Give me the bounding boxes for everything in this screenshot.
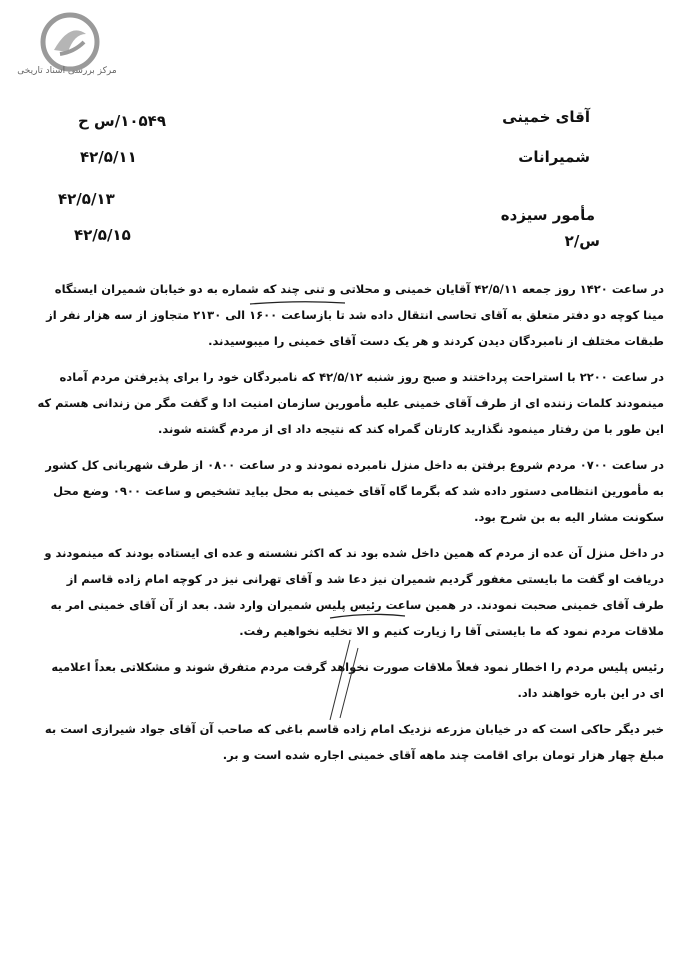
paragraph-5: رئیس پلیس مردم را اخطار نمود فعلاً ملاقات صورت نخواهد گرفت مردم متفرق شوند و مشکلاتی بعداً اعلامیه ای در این باره خواهند داد. bbox=[51, 660, 664, 700]
reference-code: س/۲ bbox=[564, 232, 600, 250]
date-3: ۴۲/۵/۱۵ bbox=[74, 226, 131, 244]
subject-label: مأمور سیزده bbox=[500, 206, 595, 224]
date-2: ۴۲/۵/۱۳ bbox=[58, 190, 115, 208]
watermark-text: مرکز بررسی اسناد تاریخی bbox=[17, 66, 117, 76]
paragraph-1: در ساعت ۱۴۲۰ روز جمعه ۴۲/۵/۱۱ آقایان خمینی و محلاتی و تنی چند که شماره به دو خیابان شمیران ایستگاه مینا کوچه دو دفتر متعلق به آقای تحاسی انتقال داده شد تا بازساعت ۱۶۰۰ الی ۲۱۳۰ متجاوز از سه هزار نفر از طبقات مختلف از نامبردگان دیدن کردند و هر یک دست آقای خمینی را میبوسیدند. bbox=[46, 282, 664, 348]
paragraph-6: خبر دیگر حاکی است که در خیابان مزرعه نزدیک امام زاده قاسم باغی که صاحب آن آقای جواد شیرازی است به مبلغ چهار هزار تومان برای اقامت چند ماهه آقای خمینی اجاره شده است و بر. bbox=[44, 722, 664, 762]
paragraph-2: در ساعت ۲۲۰۰ با استراحت پرداختند و صبح روز شنبه ۴۲/۵/۱۲ که نامبردگان خود را برای پذیرفتن مردم آماده مینمودند کلمات زننده ای از طرف آقای خمینی علیه مأمورین سازمان امنیت ادا و گفت مگر من زندانی هستم که این طور با من رفتار مینمود نگذارید کارتان گمراه کند که نتیجه داد ای از مردم گشته شوند. bbox=[37, 370, 664, 436]
document-number: ۱۰۵۴۹/س ح bbox=[78, 112, 166, 130]
paragraph-3: در ساعت ۰۷۰۰ مردم شروع برفتن به داخل منزل نامبرده نمودند و در ساعت ۰۸۰۰ از طرف شهربانی کل کشور به مأمورین انتظامی دستور داده شد که بگرما گاه آقای خمینی به محل بیاید تشخیص و ساعت ۰۹۰۰ وضع محل سکونت مشار الیه به بن شرح بود. bbox=[45, 458, 664, 524]
paragraph-4: در داخل منزل آن عده از مردم که همین داخل شده بود ند که اکثر نشسته و عده ای ایستاده بودند که مینمودند و دریافت او گفت ما بایستی مغفور گردیم شمیران نیز دعا شد و آقای تهرانی نیز در کوچه امام زاده قاسم از طرف آقای خمینی صحبت نمودند. در همین ساعت رئیس پلیس شمیران وارد شد. بعد از آن آقای خمینی امر به ملاقات مردم نمود که ما بایستی آقا را زیارت کنیم و الا تخلیه نخواهیم رفت. bbox=[44, 546, 664, 638]
document-body bbox=[36, 276, 664, 778]
date-1: ۴۲/۵/۱۱ bbox=[80, 148, 137, 166]
archive-logo-icon bbox=[40, 12, 100, 72]
location-name: شمیرانات bbox=[518, 148, 590, 166]
recipient-name: آقای خمینی bbox=[502, 108, 590, 126]
